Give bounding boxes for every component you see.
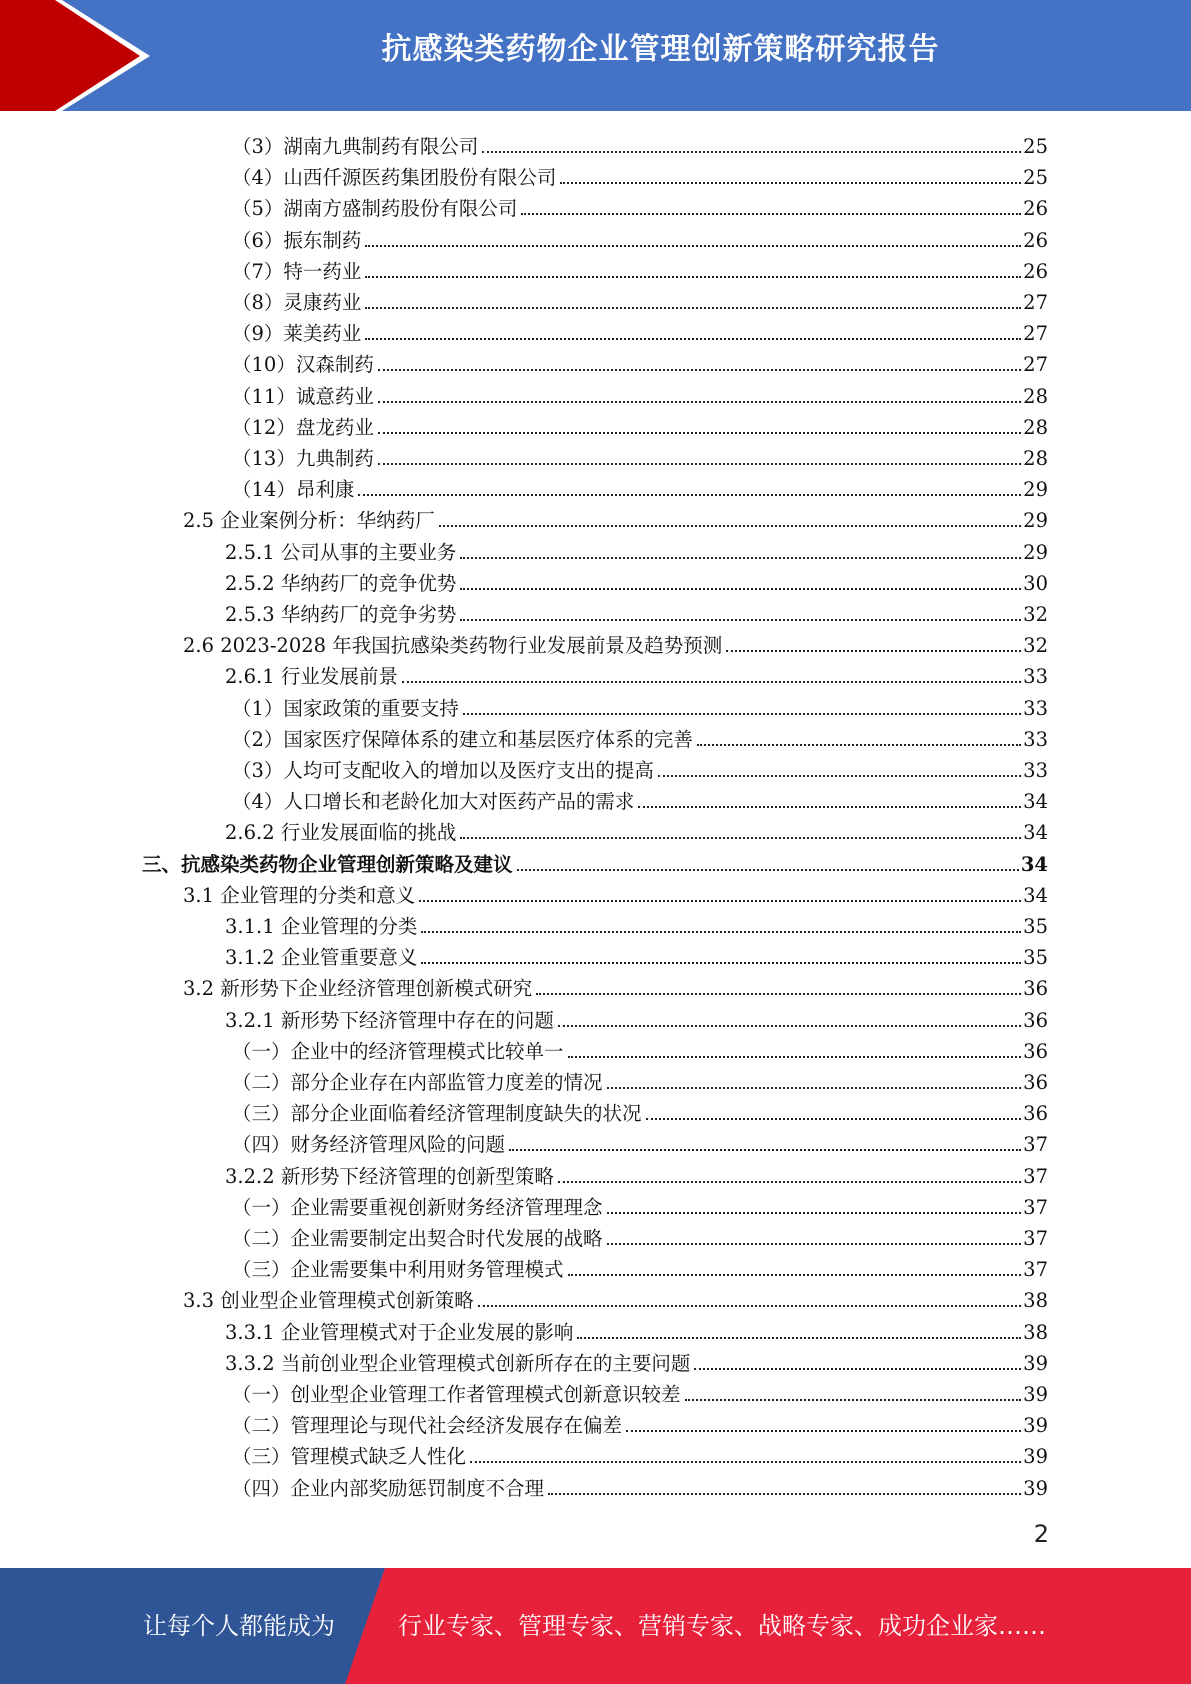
toc-entry[interactable] <box>225 657 1048 688</box>
toc-entry[interactable] <box>232 314 1048 345</box>
toc-entry-label: （二）管理理论与现代社会经济发展存在偏差 <box>232 1414 623 1438</box>
toc-entry-page: 27 <box>1023 353 1048 377</box>
toc-entry[interactable] <box>232 751 1048 782</box>
toc-dot-leader <box>558 1181 1021 1183</box>
toc-entry-page: 30 <box>1023 571 1048 595</box>
toc-entry[interactable] <box>225 1001 1048 1032</box>
toc-entry-page: 36 <box>1023 1039 1048 1063</box>
toc-entry[interactable] <box>225 1157 1048 1188</box>
toc-entry[interactable] <box>232 252 1048 283</box>
toc-entry-page: 27 <box>1023 322 1048 346</box>
toc-entry[interactable] <box>232 1125 1048 1156</box>
toc-entry[interactable] <box>232 1032 1048 1063</box>
toc-dot-leader <box>607 1212 1022 1214</box>
toc-dot-leader <box>607 1087 1022 1089</box>
toc-entry[interactable] <box>225 595 1048 626</box>
toc-dot-leader <box>460 619 1021 621</box>
toc-entry-label: （11）诚意药业 <box>232 384 374 408</box>
toc-entry-label: （4）山西仟源医药集团股份有限公司 <box>232 166 557 190</box>
toc-entry-label: 2.6.2 行业发展面临的挑战 <box>225 821 457 845</box>
toc-entry[interactable] <box>183 626 1048 657</box>
toc-dot-leader <box>685 1399 1022 1401</box>
toc-dot-leader <box>548 1493 1021 1495</box>
toc-entry-page: 28 <box>1023 447 1048 470</box>
toc-entry-label: （三）管理模式缺乏人性化 <box>232 1445 467 1469</box>
toc-entry[interactable] <box>225 813 1048 844</box>
toc-entry[interactable] <box>232 470 1048 501</box>
toc-entry-page: 36 <box>1023 1008 1048 1032</box>
toc-dot-leader <box>521 213 1021 215</box>
toc-entry[interactable] <box>232 1250 1048 1281</box>
toc-entry-page: 37 <box>1023 1133 1048 1157</box>
toc-entry-page: 32 <box>1023 634 1048 658</box>
toc-entry[interactable] <box>232 1469 1048 1500</box>
toc-entry-page: 39 <box>1023 1476 1048 1500</box>
toc-entry-label: （一）企业中的经济管理模式比较单一 <box>232 1039 564 1063</box>
toc-entry-label: （二）部分企业存在内部监管力度差的情况 <box>232 1071 603 1094</box>
toc-entry[interactable] <box>232 1406 1048 1437</box>
toc-entry-page: 37 <box>1023 1164 1048 1188</box>
toc-entry[interactable] <box>232 1219 1048 1250</box>
toc-entry-page: 39 <box>1023 1351 1048 1375</box>
toc-entry-page: 33 <box>1023 759 1048 782</box>
toc-dot-leader <box>577 1337 1021 1339</box>
page-footer <box>0 1568 1191 1684</box>
toc-entry-label: （3）湖南九典制药有限公司 <box>232 135 479 158</box>
footer-slogan-right: 行业专家、管理专家、营销专家、战略专家、成功企业家…… <box>398 1612 1046 1640</box>
toc-entry-page: 36 <box>1023 1071 1048 1094</box>
toc-entry-label: 2.5.3 华纳药厂的竞争劣势 <box>225 603 457 626</box>
toc-entry-page: 25 <box>1023 166 1048 190</box>
toc-dot-leader <box>402 681 1021 683</box>
toc-dot-leader <box>482 151 1021 153</box>
footer-slogan-left: 让每个人都能成为 <box>143 1612 335 1640</box>
toc-entry-page: 33 <box>1023 727 1048 751</box>
toc-entry-page: 32 <box>1023 603 1048 626</box>
toc-dot-leader <box>558 1025 1021 1027</box>
toc-entry[interactable] <box>232 1094 1048 1125</box>
toc-entry[interactable] <box>225 1313 1048 1344</box>
toc-entry-page: 29 <box>1023 509 1048 533</box>
toc-dot-leader <box>358 494 1021 496</box>
toc-entry[interactable] <box>232 127 1048 158</box>
toc-dot-leader <box>378 463 1021 465</box>
toc-entry-page: 27 <box>1023 291 1048 314</box>
toc-entry-page: 34 <box>1020 852 1048 876</box>
toc-dot-leader <box>419 900 1021 902</box>
toc-entry-label: （2）国家医疗保障体系的建立和基层医疗体系的完善 <box>232 727 693 751</box>
toc-entry[interactable] <box>225 1344 1048 1375</box>
toc-entry-page: 28 <box>1023 415 1048 439</box>
toc-entry-label: （一）创业型企业管理工作者管理模式创新意识较差 <box>232 1383 681 1406</box>
toc-dot-leader <box>378 401 1021 403</box>
toc-entry-label: （9）莱美药业 <box>232 322 362 346</box>
toc-entry[interactable] <box>232 158 1048 189</box>
toc-entry[interactable] <box>232 408 1048 439</box>
toc-entry-label: 3.1.2 企业管重要意义 <box>225 946 418 970</box>
toc-entry-label: 2.5.1 公司从事的主要业务 <box>225 540 457 564</box>
toc-dot-leader <box>626 1430 1021 1432</box>
toc-dot-leader <box>568 1274 1022 1276</box>
page-number: 2 <box>1033 1520 1049 1548</box>
toc-entry-page: 38 <box>1023 1289 1048 1313</box>
toc-entry[interactable] <box>232 720 1048 751</box>
toc-dot-leader <box>560 182 1021 184</box>
toc-dot-leader <box>638 806 1021 808</box>
toc-dot-leader <box>460 837 1021 839</box>
toc-entry[interactable] <box>142 845 1048 876</box>
toc-dot-leader <box>460 588 1021 590</box>
toc-dot-leader <box>365 245 1021 247</box>
toc-entry-label: 3.3 创业型企业管理模式创新策略 <box>183 1289 474 1313</box>
toc-entry-page: 35 <box>1023 946 1048 970</box>
toc-entry-page: 39 <box>1023 1383 1048 1406</box>
toc-dot-leader <box>460 557 1021 559</box>
toc-entry[interactable] <box>232 283 1048 314</box>
toc-entry-page: 26 <box>1023 228 1048 252</box>
toc-entry-page: 29 <box>1023 540 1048 564</box>
toc-entry[interactable] <box>232 1437 1048 1468</box>
toc-dot-leader <box>365 338 1021 340</box>
page-header <box>0 0 1191 111</box>
toc-dot-leader <box>365 307 1021 309</box>
toc-entry-page: 33 <box>1023 696 1048 720</box>
toc-entry-page: 34 <box>1023 790 1048 814</box>
toc-dot-leader <box>517 869 1019 871</box>
toc-entry-label: 2.5.2 华纳药厂的竞争优势 <box>225 571 457 595</box>
toc-entry-label: （3）人均可支配收入的增加以及医疗支出的提高 <box>232 759 654 782</box>
toc-entry-page: 38 <box>1023 1320 1048 1344</box>
toc-entry-label: 3.3.1 企业管理模式对于企业发展的影响 <box>225 1320 574 1344</box>
toc-entry-label: （14）昂利康 <box>232 478 355 502</box>
toc-entry[interactable] <box>183 876 1048 907</box>
toc-entry-label: 2.5 企业案例分析：华纳药厂 <box>183 509 435 533</box>
toc-entry-label: 3.1 企业管理的分类和意义 <box>183 883 416 907</box>
toc-entry-label: （1）国家政策的重要支持 <box>232 696 459 720</box>
toc-entry-label: 3.1.1 企业管理的分类 <box>225 915 418 938</box>
toc-entry-label: 3.2 新形势下企业经济管理创新模式研究 <box>183 977 533 1001</box>
toc-dot-leader <box>694 1368 1021 1370</box>
toc-entry-page: 34 <box>1023 883 1048 907</box>
toc-entry-label: 2.6.1 行业发展前景 <box>225 665 398 689</box>
toc-entry-page: 35 <box>1023 915 1048 938</box>
toc-dot-leader <box>470 1461 1021 1463</box>
toc-dot-leader <box>568 1056 1022 1058</box>
toc-entry-label: （一）企业需要重视创新财务经济管理理念 <box>232 1195 603 1219</box>
toc-entry-label: （四）企业内部奖励惩罚制度不合理 <box>232 1476 545 1500</box>
toc-dot-leader <box>421 931 1021 933</box>
toc-entry[interactable] <box>183 969 1048 1000</box>
toc-dot-leader <box>378 432 1021 434</box>
toc-entry-label: （6）振东制药 <box>232 228 362 252</box>
toc-entry-page: 39 <box>1023 1445 1048 1469</box>
toc-entry-label: 2.6 2023-2028 年我国抗感染类药物行业发展前景及趋势预测 <box>183 634 723 658</box>
toc-entry[interactable] <box>232 782 1048 813</box>
toc-entry[interactable] <box>232 1063 1048 1094</box>
toc-entry-page: 36 <box>1023 1102 1048 1126</box>
toc-entry-label: 三、抗感染类药物企业管理创新策略及建议 <box>142 852 513 876</box>
toc-entry-page: 26 <box>1023 197 1048 221</box>
toc-entry[interactable] <box>232 1375 1048 1406</box>
toc-entry-label: （三）部分企业面临着经济管理制度缺失的状况 <box>232 1102 642 1126</box>
toc-entry-page: 37 <box>1023 1195 1048 1219</box>
toc-dot-leader <box>658 775 1021 777</box>
toc-entry[interactable] <box>183 1281 1048 1312</box>
toc-entry-label: （三）企业需要集中利用财务管理模式 <box>232 1258 564 1282</box>
toc-entry-page: 29 <box>1023 478 1048 502</box>
toc-entry[interactable] <box>232 345 1048 376</box>
toc-dot-leader <box>607 1243 1022 1245</box>
toc-entry[interactable] <box>183 501 1048 532</box>
toc-dot-leader <box>509 1149 1021 1151</box>
toc-entry-page: 34 <box>1023 821 1048 845</box>
toc-entry[interactable] <box>225 938 1048 969</box>
toc-entry[interactable] <box>232 689 1048 720</box>
toc-entry-label: （12）盘龙药业 <box>232 415 374 439</box>
toc-dot-leader <box>478 1305 1021 1307</box>
toc-dot-leader <box>697 744 1021 746</box>
toc-entry-page: 36 <box>1023 977 1048 1001</box>
toc-entry-page: 37 <box>1023 1227 1048 1250</box>
toc-entry-page: 37 <box>1023 1258 1048 1282</box>
toc-entry-page: 39 <box>1023 1414 1048 1438</box>
toc-entry-label: （5）湖南方盛制药股份有限公司 <box>232 197 518 221</box>
toc-dot-leader <box>536 993 1021 995</box>
toc-dot-leader <box>463 713 1021 715</box>
toc-entry-page: 33 <box>1023 665 1048 689</box>
toc-entry-label: （10）汉森制药 <box>232 353 374 377</box>
toc-entry-label: （4）人口增长和老龄化加大对医药产品的需求 <box>232 790 635 814</box>
toc-entry-page: 26 <box>1023 259 1048 283</box>
toc-dot-leader <box>421 962 1021 964</box>
toc-dot-leader <box>378 369 1021 371</box>
toc-entry-page: 28 <box>1023 384 1048 408</box>
toc-entry-label: 3.2.2 新形势下经济管理的创新型策略 <box>225 1164 554 1188</box>
toc-dot-leader <box>365 276 1021 278</box>
toc-entry-label: （四）财务经济管理风险的问题 <box>232 1133 506 1157</box>
toc-entry-label: （8）灵康药业 <box>232 291 362 314</box>
report-title: 抗感染类药物企业管理创新策略研究报告 <box>381 32 940 67</box>
toc-entry-label: 3.2.1 新形势下经济管理中存在的问题 <box>225 1008 554 1032</box>
toc-entry[interactable] <box>232 1188 1048 1219</box>
toc-entry[interactable] <box>232 221 1048 252</box>
toc-dot-leader <box>726 650 1021 652</box>
toc-entry[interactable] <box>232 439 1048 470</box>
toc-dot-leader <box>439 525 1021 527</box>
toc-entry[interactable] <box>225 533 1048 564</box>
toc-dot-leader <box>646 1118 1022 1120</box>
toc-entry-page: 25 <box>1023 135 1048 158</box>
toc-entry-label: （二）企业需要制定出契合时代发展的战略 <box>232 1227 603 1250</box>
toc-entry[interactable] <box>232 377 1048 408</box>
toc-entry[interactable] <box>232 189 1048 220</box>
toc-entry-label: （13）九典制药 <box>232 447 374 470</box>
toc-entry[interactable] <box>225 564 1048 595</box>
toc-entry[interactable] <box>225 907 1048 938</box>
toc-entry-label: （7）特一药业 <box>232 259 362 283</box>
toc-entry-label: 3.3.2 当前创业型企业管理模式创新所存在的主要问题 <box>225 1351 691 1375</box>
